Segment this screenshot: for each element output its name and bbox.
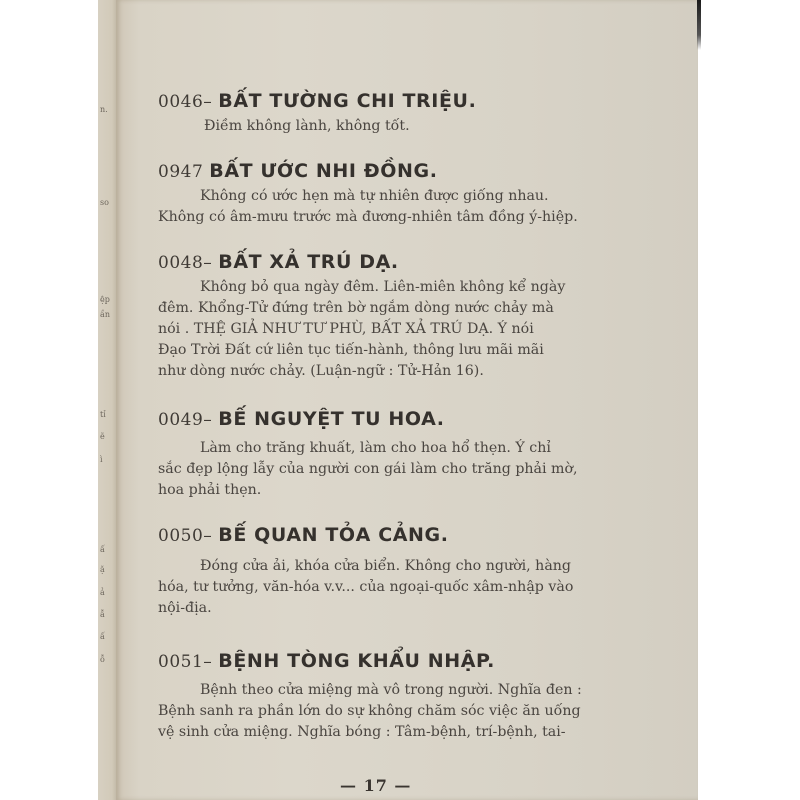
facing-page-fragment: ả xyxy=(100,588,105,597)
facing-page-fragment: n. xyxy=(100,105,108,114)
definition-line: Bệnh theo cửa miệng mà vô trong người. Nghĩa đen : xyxy=(200,682,582,698)
facing-page-fragment: ấ xyxy=(100,545,105,554)
dictionary-entry xyxy=(158,524,638,619)
definition-line: Đóng cửa ải, khóa cửa biển. Không cho người, hàng xyxy=(200,558,572,574)
definition-line: nói . THỆ GIẢ NHƯ TƯ PHÙ, BẤT XẢ TRÚ DẠ. Ý nói xyxy=(158,321,534,337)
entry-definition xyxy=(158,116,638,137)
entry-title: BẤT ƯỚC NHI ĐỒNG. xyxy=(209,160,438,182)
dictionary-entry xyxy=(158,408,638,501)
entry-definition xyxy=(158,556,638,619)
entry-definition xyxy=(158,186,638,228)
definition-line: sắc đẹp lộng lẫy của người con gái làm cho trăng phải mờ, xyxy=(158,461,578,477)
entry-heading xyxy=(158,650,638,672)
definition-line: hóa, tư tưởng, văn-hóa v.v... của ngoại-quốc xâm-nhập vào xyxy=(158,579,574,595)
definition-line: Điềm không lành, không tốt. xyxy=(204,118,410,134)
entry-title: BỆNH TÒNG KHẨU NHẬP. xyxy=(218,650,495,672)
definition-line: Không bỏ qua ngày đêm. Liên-miên không kể ngày xyxy=(200,279,566,295)
entry-heading xyxy=(158,524,638,546)
facing-page-fragment: tỉ xyxy=(100,410,106,419)
dictionary-entry xyxy=(158,160,638,228)
facing-page-fragment: ỗ xyxy=(100,655,105,664)
entry-title: BẤT TƯỜNG CHI TRIỆU. xyxy=(218,90,477,112)
entry-title: BẤT XẢ TRÚ DẠ. xyxy=(218,251,399,273)
entry-title: BẾ NGUYỆT TU HOA. xyxy=(218,408,445,430)
facing-page-fragment: ệp xyxy=(100,295,110,304)
entry-heading xyxy=(158,160,638,182)
entry-definition xyxy=(158,438,638,501)
dictionary-entry xyxy=(158,90,638,137)
entry-heading xyxy=(158,90,638,112)
page-number: — 17 — xyxy=(340,776,412,795)
entry-heading xyxy=(158,408,638,430)
facing-page-fragment: ần xyxy=(100,310,111,319)
entry-number: 0050– xyxy=(158,526,213,546)
facing-page-fragment: ì xyxy=(100,455,103,464)
entry-number: 0048– xyxy=(158,253,213,273)
book-spine-shadow xyxy=(697,0,701,50)
entry-heading xyxy=(158,251,638,273)
dictionary-entry xyxy=(158,251,638,382)
entry-number: 0051– xyxy=(158,652,213,672)
definition-line: như dòng nước chảy. (Luận-ngữ : Tử-Hản 16). xyxy=(158,363,484,379)
definition-line: Không có ước hẹn mà tự nhiên được giống nhau. xyxy=(200,188,549,204)
definition-line: hoa phải thẹn. xyxy=(158,482,262,498)
facing-page-edge xyxy=(98,0,118,800)
entry-definition xyxy=(158,680,638,743)
definition-line: đêm. Khổng-Tử đứng trên bờ ngắm dòng nước chảy mà xyxy=(158,300,554,316)
entry-number: 0947 xyxy=(158,162,204,182)
facing-page-fragment: so xyxy=(100,198,109,207)
definition-line: nội-địa. xyxy=(158,600,212,616)
entry-number: 0049– xyxy=(158,410,213,430)
facing-page-fragment: ẽ xyxy=(100,432,105,441)
definition-line: Bệnh sanh ra phần lớn do sự không chăm sóc việc ăn uống xyxy=(158,703,581,719)
definition-line: Không có âm-mưu trước mà đương-nhiên tâm đồng ý-hiệp. xyxy=(158,209,578,225)
entry-definition xyxy=(158,277,638,382)
definition-line: Làm cho trăng khuất, làm cho hoa hổ thẹn. Ý chỉ xyxy=(200,440,551,456)
entry-title: BẾ QUAN TỎA CẢNG. xyxy=(218,524,449,546)
entry-number: 0046– xyxy=(158,92,213,112)
facing-page-fragment: ặ xyxy=(100,565,105,574)
dictionary-entry xyxy=(158,650,638,743)
facing-page-fragment: ẫ xyxy=(100,610,105,619)
facing-page-fragment: ấ xyxy=(100,632,105,641)
definition-line: vệ sinh cửa miệng. Nghĩa bóng : Tâm-bệnh, trí-bệnh, tai- xyxy=(158,724,566,740)
definition-line: Đạo Trời Đất cứ liên tục tiến-hành, thông lưu mãi mãi xyxy=(158,342,544,358)
